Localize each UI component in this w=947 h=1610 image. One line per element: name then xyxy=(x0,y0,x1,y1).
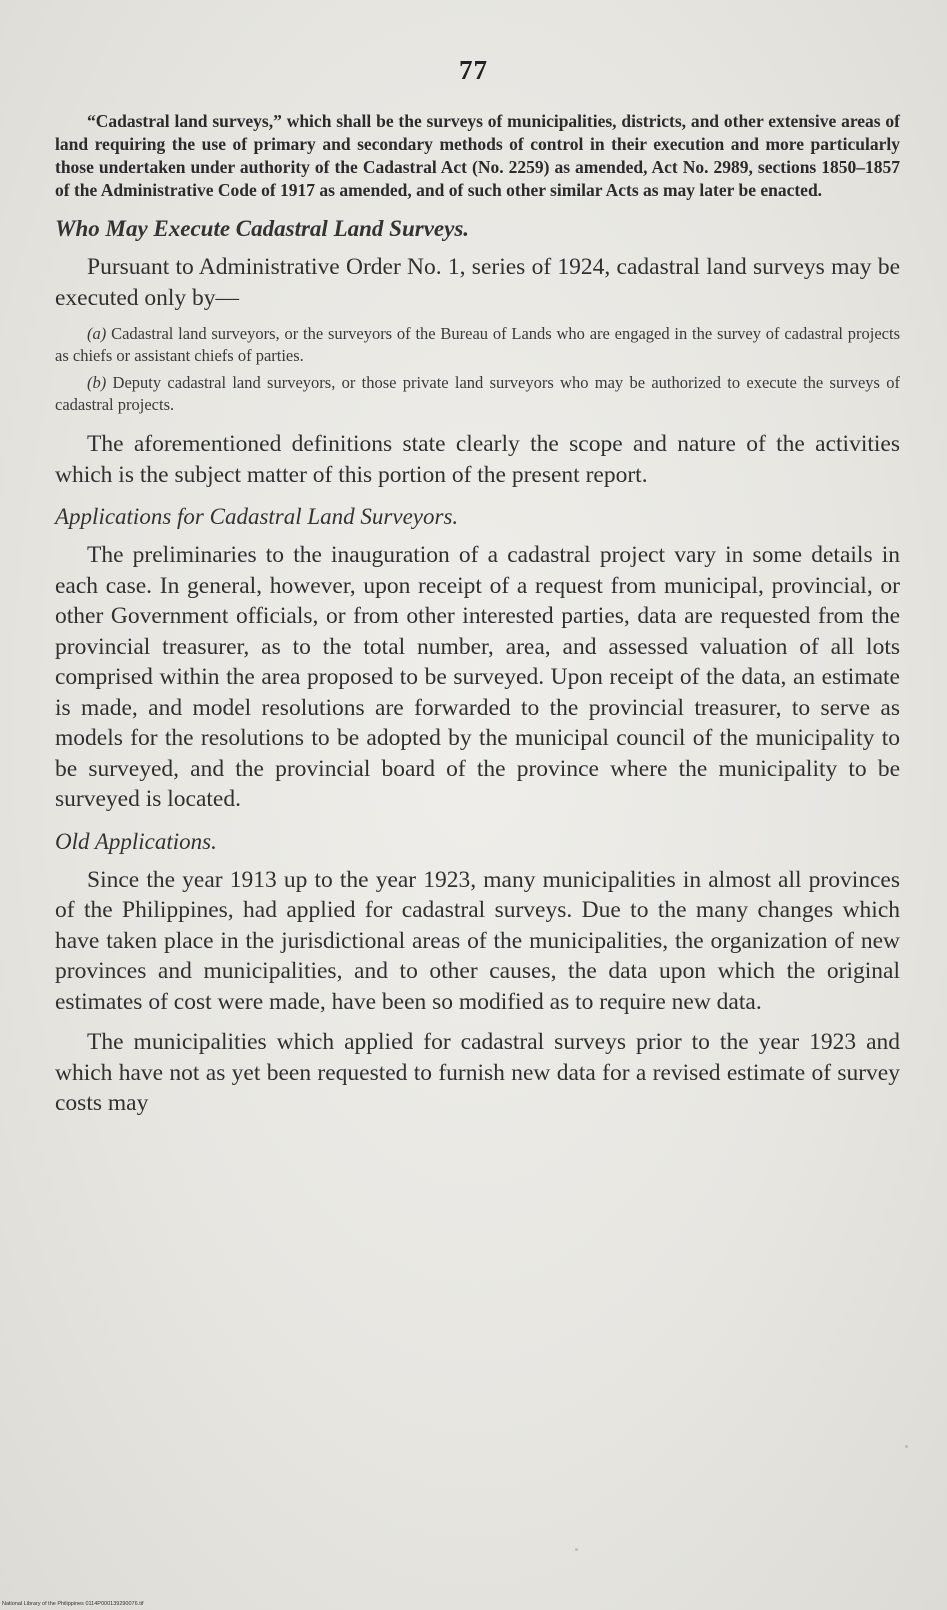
paper-speck xyxy=(905,1445,908,1448)
item-b xyxy=(55,372,900,415)
page-content xyxy=(55,110,900,1119)
item-a xyxy=(55,323,900,366)
applications-heading: Applications for Cadastral Land Surveyors. xyxy=(55,504,459,529)
item-a-text: Cadastral land surveyors, or the surveyors of the Bureau of Lands who are engaged in the survey of cadastral projects as chiefs or assistant chiefs of parties. xyxy=(55,324,901,365)
who-may-execute-paragraph: Pursuant to Administrative Order No. 1, series of 1924, cadastral land surveys may be executed only by— xyxy=(55,254,900,311)
old-applications-paragraph-1: Since the year 1913 up to the year 1923, many municipalities in almost all provinces of the Philippines, had applied for cadastral surveys. Due to the many changes which have taken place in the jurisdictional areas of the municipalities, the organization of new provinces and municipalities, and to other causes, the data upon which the original estimates of cost were made, have been so modified as to require new data. xyxy=(55,866,900,1015)
scan-footer: National Library of the Philippines 0114P000139290076.tif xyxy=(2,1601,144,1607)
old-applications-heading: Old Applications. xyxy=(55,828,217,854)
item-b-text: Deputy cadastral land surveyors, or those private land surveyors who may be authorized to execute the surveys of cadastral projects. xyxy=(55,373,900,414)
item-a-label: (a) xyxy=(87,324,107,343)
item-b-label: (b) xyxy=(87,373,107,392)
intro-paragraph: “Cadastral land surveys,” which shall be the surveys of municipalities, districts, and other extensive areas of land requiring the use of primary and secondary methods of control in their execution and more particularly those undertaken under authority of the Cadastral Act (No. 2259) as amended, Act No. 2989, sections 1850–1857 of the Administrative Code of 1917 as amended, and of such other similar Acts as may later be enacted. xyxy=(55,111,900,200)
page-number: 77 xyxy=(459,55,488,85)
aforementioned-paragraph: The aforementioned definitions state clearly the scope and nature of the activities which is the subject matter of this portion of the present report. xyxy=(55,431,900,488)
who-may-execute-heading: Who May Execute Cadastral Land Surveys. xyxy=(55,216,470,241)
paper-speck xyxy=(575,1548,578,1551)
old-applications-paragraph-2: The municipalities which applied for cadastral surveys prior to the year 1923 and which have not as yet been requested to furnish new data for a revised estimate of survey costs may xyxy=(55,1029,900,1116)
applications-paragraph: The preliminaries to the inauguration of a cadastral project vary in some details in each case. In general, however, upon receipt of a request from municipal, provincial, or other Government officials, or from other interested parties, data are requested from the provincial treasurer, as to the total number, area, and assessed valuation of all lots comprised within the area proposed to be surveyed. Upon receipt of the data, an estimate is made, and model resolutions are forwarded to the provincial treasurer, to serve as models for the resolutions to be adopted by the municipal council of the municipality to be surveyed, and the provincial board of the province where the municipality to be surveyed is located. xyxy=(55,542,900,812)
